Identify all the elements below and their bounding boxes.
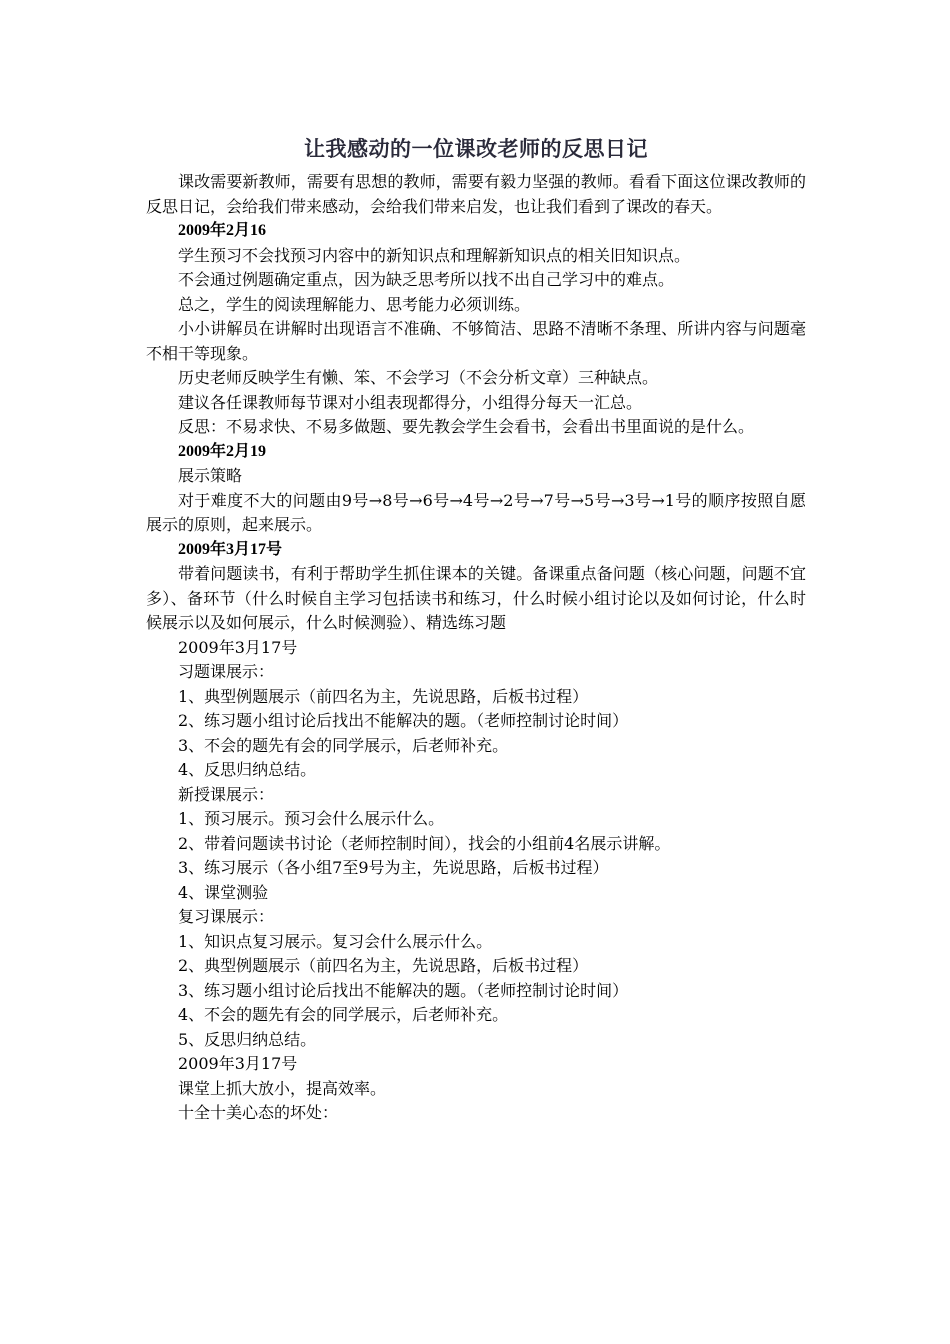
paragraph: 带着问题读书，有利于帮助学生抓住课本的关键。备课重点备问题（核心问题，问题不宜多）、备环节（什么时候自主学习包括读书和练习，什么时候小组讨论以及如何讨论，什么时候展示以及如何展示，什么时候测验）、精选练习题 (146, 564, 806, 632)
diary-date-heading: 2009年2月19 (178, 442, 267, 460)
paragraph: 复习课展示： (178, 907, 275, 926)
paragraph: 5、反思归纳总结。 (178, 1029, 317, 1049)
paragraph: 历史老师反映学生有懒、笨、不会学习（不会分析文章）三种缺点。 (178, 368, 659, 387)
paragraph: 2、练习题小组讨论后找出不能解决的题。（老师控制讨论时间） (178, 711, 629, 730)
paragraph: 4、反思归纳总结。 (178, 760, 317, 779)
paragraph: 3、练习题小组讨论后找出不能解决的题。（老师控制讨论时间） (178, 980, 629, 1000)
paragraph: 2009年3月17号 (178, 637, 298, 657)
diary-date-heading: 2009年2月16 (178, 222, 267, 239)
paragraph: 建议各任课教师每节课对小组表现都得分，小组得分每天一汇总。 (178, 392, 643, 412)
diary-date-heading: 2009年3月17号 (178, 540, 283, 558)
paragraph: 2、典型例题展示（前四名为主，先说思路，后板书过程） (178, 956, 589, 975)
paragraph: 3、练习展示（各小组7至9号为主，先说思路，后板书过程） (178, 858, 609, 877)
paragraph: 课堂上抓大放小，提高效率。 (178, 1078, 387, 1098)
document-page (146, 130, 806, 1126)
paragraph: 总之，学生的阅读理解能力、思考能力必须训练。 (178, 294, 531, 314)
paragraph: 十全十美心态的坏处： (178, 1103, 339, 1122)
paragraph: 展示策略 (178, 466, 243, 485)
document-body (146, 170, 806, 1126)
paragraph: 1、典型例题展示（前四名为主，先说思路，后板书过程） (178, 686, 589, 706)
paragraph: 2009年3月17号 (178, 1054, 298, 1073)
paragraph: 不会通过例题确定重点，因为缺乏思考所以找不出自己学习中的难点。 (178, 270, 675, 289)
document-title: 让我感动的一位课改老师的反思日记 (304, 137, 648, 161)
paragraph: 新授课展示： (178, 784, 275, 804)
paragraph: 学生预习不会找预习内容中的新知识点和理解新知识点的相关旧知识点。 (178, 245, 691, 265)
paragraph: 课改需要新教师，需要有思想的教师，需要有毅力坚强的教师。看看下面这位课改教师的反思日记，会给我们带来感动，会给我们带来启发，也让我们看到了课改的春天。 (146, 172, 806, 216)
paragraph: 4、课堂测验 (178, 882, 269, 902)
paragraph: 反思：不易求快、不易多做题、要先教会学生会看书，会看出书里面说的是什么。 (178, 417, 755, 436)
paragraph: 2、带着问题读书讨论（老师控制时间），找会的小组前4名展示讲解。 (178, 833, 671, 853)
paragraph: 4、不会的题先有会的同学展示，后老师补充。 (178, 1005, 509, 1024)
paragraph: 习题课展示： (178, 662, 275, 681)
paragraph: 3、不会的题先有会的同学展示，后老师补充。 (178, 735, 509, 755)
paragraph: 1、知识点复习展示。复习会什么展示什么。 (178, 931, 493, 951)
paragraph: 小小讲解员在讲解时出现语言不准确、不够简洁、思路不清晰不条理、所讲内容与问题毫不相干等现象。 (146, 319, 806, 363)
paragraph: 1、预习展示。预习会什么展示什么。 (178, 809, 445, 828)
paragraph: 对于难度不大的问题由9号→8号→6号→4号→2号→7号→5号→3号→1号的顺序按照自愿展示的原则，起来展示。 (146, 490, 806, 534)
